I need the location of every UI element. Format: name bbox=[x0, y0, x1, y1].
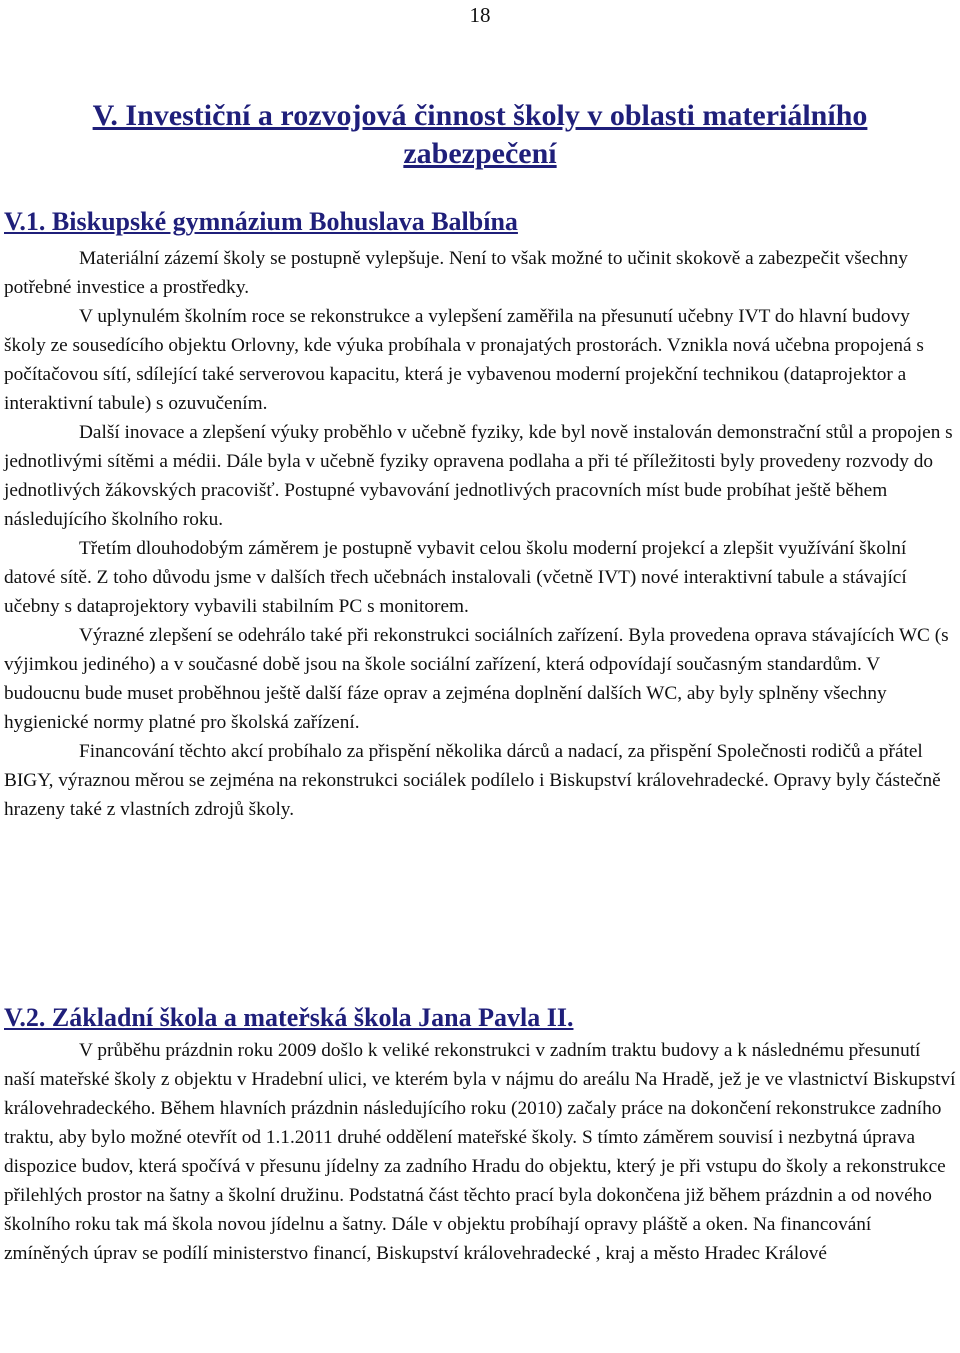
section2-body bbox=[4, 1036, 956, 1268]
section2-heading: V.2. Základní škola a mateřská škola Jana Pavla II. bbox=[4, 1003, 574, 1032]
paragraph: Výrazné zlepšení se odehrálo také při rekonstrukci sociálních zařízení. Byla provedena oprava stávajících WC (s výjimkou jediného) a v současné době jsou na škole sociální zařízení, která odpovídají současným standardům. V budoucnu bude muset proběhnou ještě další fáze oprav a zejména doplnění dalších WC, aby byly splněny všechny hygienické normy platné pro školská zařízení. bbox=[4, 625, 949, 733]
paragraph: Třetím dlouhodobým záměrem je postupně vybavit celou školu moderní projekcí a zlepšit využívání školní datové sítě. Z toho důvodu jsme v dalších třech učebnách instalovali (včetně IVT) nové interaktivní tabule a stávající učebny s dataprojektory vybavili stabilním PC s monitorem. bbox=[4, 538, 907, 617]
paragraph: V průběhu prázdnin roku 2009 došlo k veliké rekonstrukci v zadním traktu budovy a k následnému přesunutí naší mateřské školy z objektu v Hradební ulici, ve kterém byla v nájmu do areálu Na Hradě, jež je ve vlastnictví Biskupství královehradeckého. Během hlavních prázdnin následujícího roku (2010) začaly práce na dokončení rekonstrukce zadního traktu, aby bylo možné otevřít od 1.1.2011 druhé oddělení mateřské školy. S tímto záměrem souvisí i nezbytná úprava dispozice budov, která spočívá v přesunu jídelny za zadního Hradu do objektu, který je při vstupu do školy a rekonstrukce přilehlých prostor na šatny a školní družinu. Podstatná část těchto prací byla dokončena již během prázdnin a od nového školního roku tak má škola novou jídelnu a šatny. Dále v objektu probíhají opravy pláště a oken. Na financování zmíněných úprav se podílí ministerstvo financí, Biskupství královehradecké , kraj a město Hradec Králové bbox=[4, 1040, 956, 1264]
paragraph: Materiální zázemí školy se postupně vylepšuje. Není to však možné to učinit skokově a zabezpečit všechny potřebné investice a prostředky. bbox=[4, 248, 908, 298]
chapter-title-line2: zabezpečení bbox=[403, 137, 557, 170]
paragraph: Další inovace a zlepšení výuky proběhlo v učebně fyziky, kde byl nově instalován demonstrační stůl a propojen s jednotlivými sítěmi a médii. Dále byla v učebně fyziky opravena podlaha a při té příležitosti byly provedeny rozvody do jednotlivých žákovských pracovišť. Postupné vybavování jednotlivých pracovních míst bude probíhat ještě během následujícího školního roku. bbox=[4, 422, 953, 530]
paragraph: Financování těchto akcí probíhalo za přispění několika dárců a nadací, za přispění Společnosti rodičů a přátel BIGY, výraznou měrou se zejména na rekonstrukci sociálek podílelo i Biskupství královehradecké. Opravy byly částečně hrazeny také z vlastních zdrojů školy. bbox=[4, 741, 941, 820]
chapter-title bbox=[0, 97, 960, 173]
page-number: 18 bbox=[469, 3, 491, 27]
section1-heading: V.1. Biskupské gymnázium Bohuslava Balbína bbox=[4, 207, 518, 236]
section1-body bbox=[4, 244, 956, 824]
paragraph: V uplynulém školním roce se rekonstrukce a vylepšení zaměřila na přesunutí učebny IVT do hlavní budovy školy ze sousedícího objektu Orlovny, kde výuka probíhala v pronajatých prostorách. Vznikla nová učebna propojená s počítačovou sítí, sdílející také serverovou kapacitu, která je vybavenou moderní projekční technikou (dataprojektor a interaktivní tabule) s ozuvučením. bbox=[4, 306, 924, 414]
chapter-title-line1: V. Investiční a rozvojová činnost školy v oblasti materiálního bbox=[92, 99, 868, 132]
